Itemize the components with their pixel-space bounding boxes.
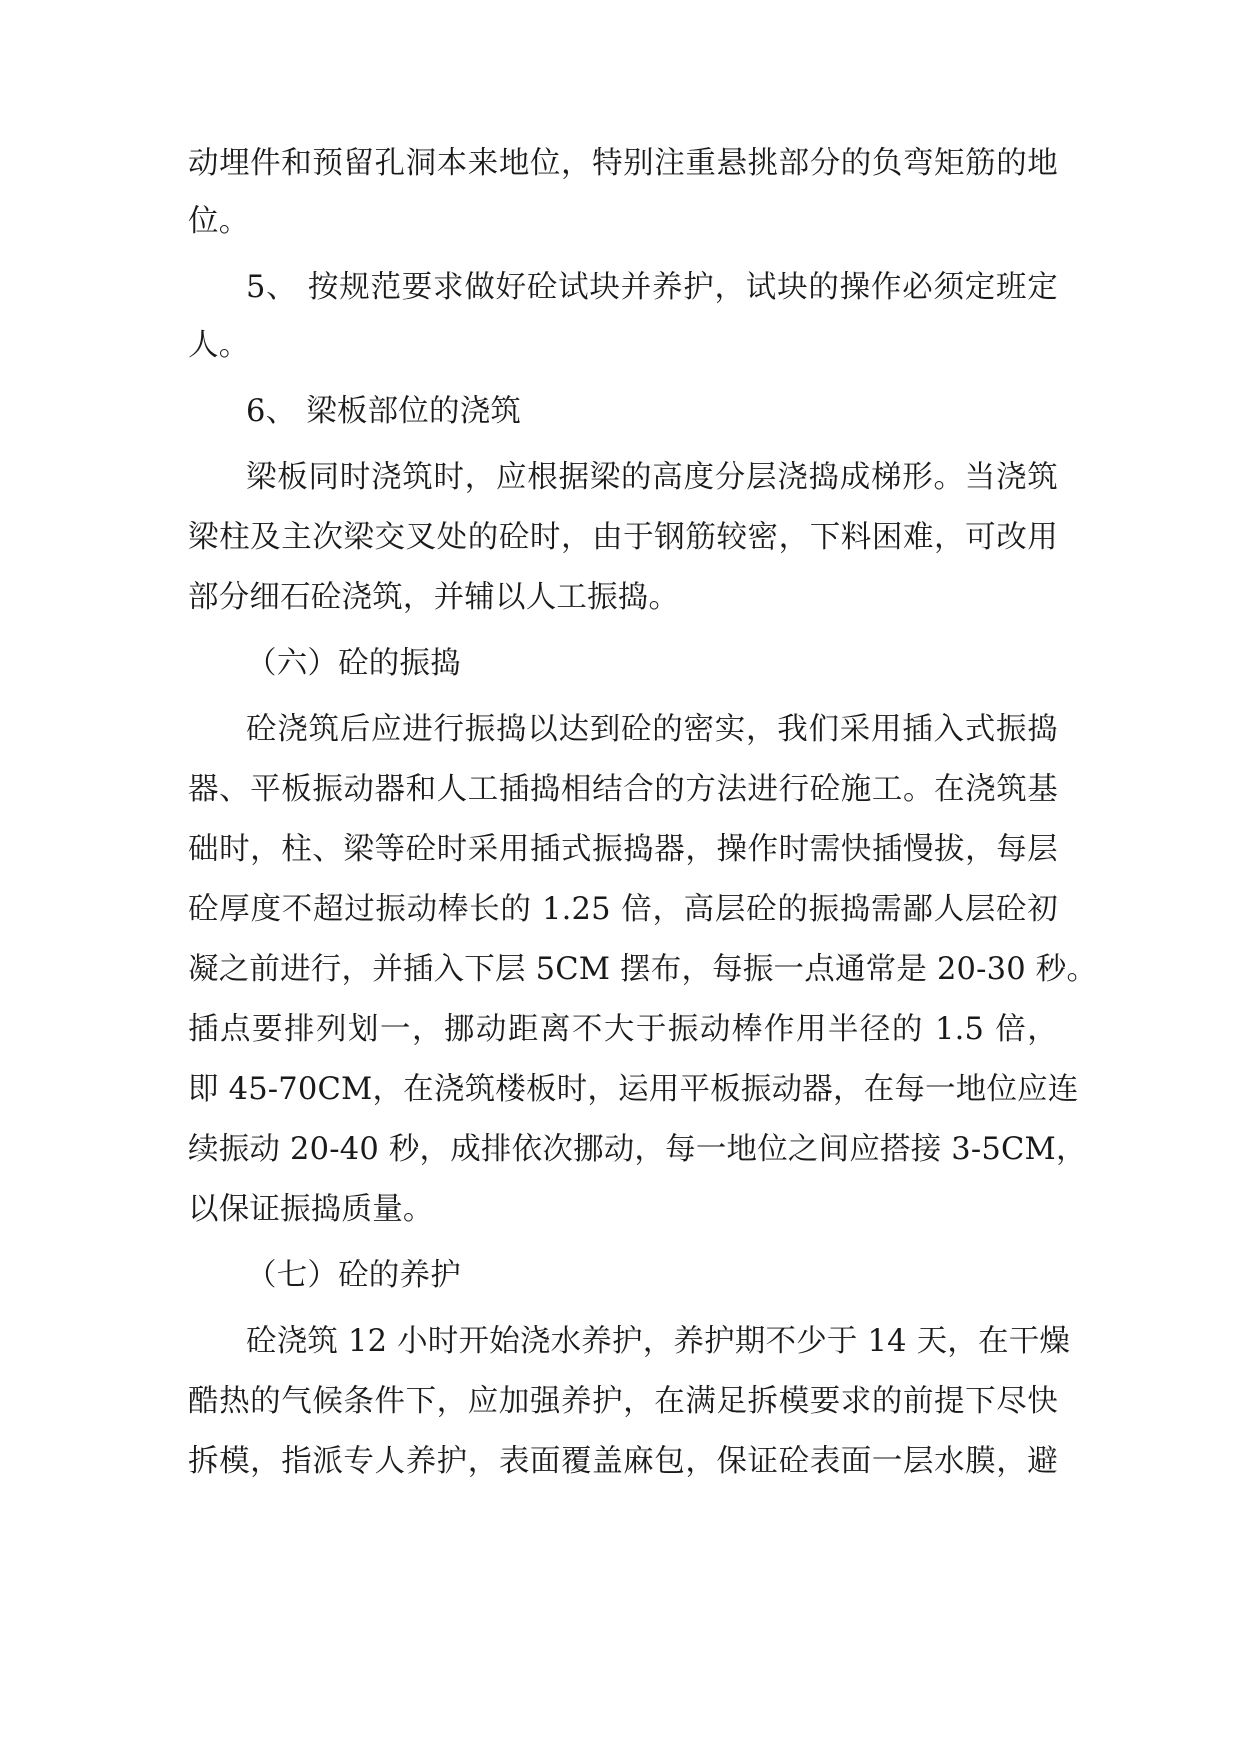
text-line: 插点要排列划一，挪动距离不大于振动棒作用半径的 1.5 倍， xyxy=(188,1012,1058,1047)
text-line: 以保证振捣质量。 xyxy=(188,1192,434,1227)
text-line: 酷热的气候条件下，应加强养护，在满足拆模要求的前提下尽快 xyxy=(188,1384,1058,1419)
text-line: 位。 xyxy=(188,204,250,239)
text-line: 砼厚度不超过振动棒长的 1.25 倍，高层砼的振捣需鄙人层砼初 xyxy=(188,892,1058,927)
list-item-5: 5、 按规范要求做好砼试块并养护，试块的操作必须定班定 xyxy=(246,270,1058,305)
text-line: 梁柱及主次梁交叉处的砼时，由于钢筋较密，下料困难，可改用 xyxy=(188,520,1058,555)
text-line: 砼浇筑 12 小时开始浇水养护，养护期不少于 14 天，在干燥 xyxy=(246,1324,1071,1359)
text-line: 拆模，指派专人养护，表面覆盖麻包，保证砼表面一层水膜，避 xyxy=(188,1444,1058,1479)
text-line: 部分细石砼浇筑，并辅以人工振捣。 xyxy=(188,580,680,615)
text-line: 人。 xyxy=(188,328,250,363)
section-heading: （七）砼的养护 xyxy=(246,1258,461,1293)
text-line: 动埋件和预留孔洞本来地位，特别注重悬挑部分的负弯矩筋的地 xyxy=(188,146,1058,181)
text-line: 砼浇筑后应进行振捣以达到砼的密实，我们采用插入式振捣 xyxy=(246,712,1058,747)
section-heading: 6、 梁板部位的浇筑 xyxy=(246,394,522,429)
text-line: 凝之前进行，并插入下层 5CM 摆布，每振一点通常是 20-30 秒。 xyxy=(188,952,1098,987)
text-line: 梁板同时浇筑时，应根据梁的高度分层浇捣成梯形。当浇筑 xyxy=(246,460,1058,495)
text-line: 器、平板振动器和人工插捣相结合的方法进行砼施工。在浇筑基 xyxy=(188,772,1058,807)
text-line: 即 45-70CM，在浇筑楼板时，运用平板振动器，在每一地位应连 xyxy=(188,1072,1079,1107)
text-line: 础时，柱、梁等砼时采用插式振捣器，操作时需快插慢拔，每层 xyxy=(188,832,1058,867)
text-line: 续振动 20-40 秒，成排依次挪动，每一地位之间应搭接 3-5CM， xyxy=(188,1132,1087,1167)
section-heading: （六）砼的振捣 xyxy=(246,646,461,681)
